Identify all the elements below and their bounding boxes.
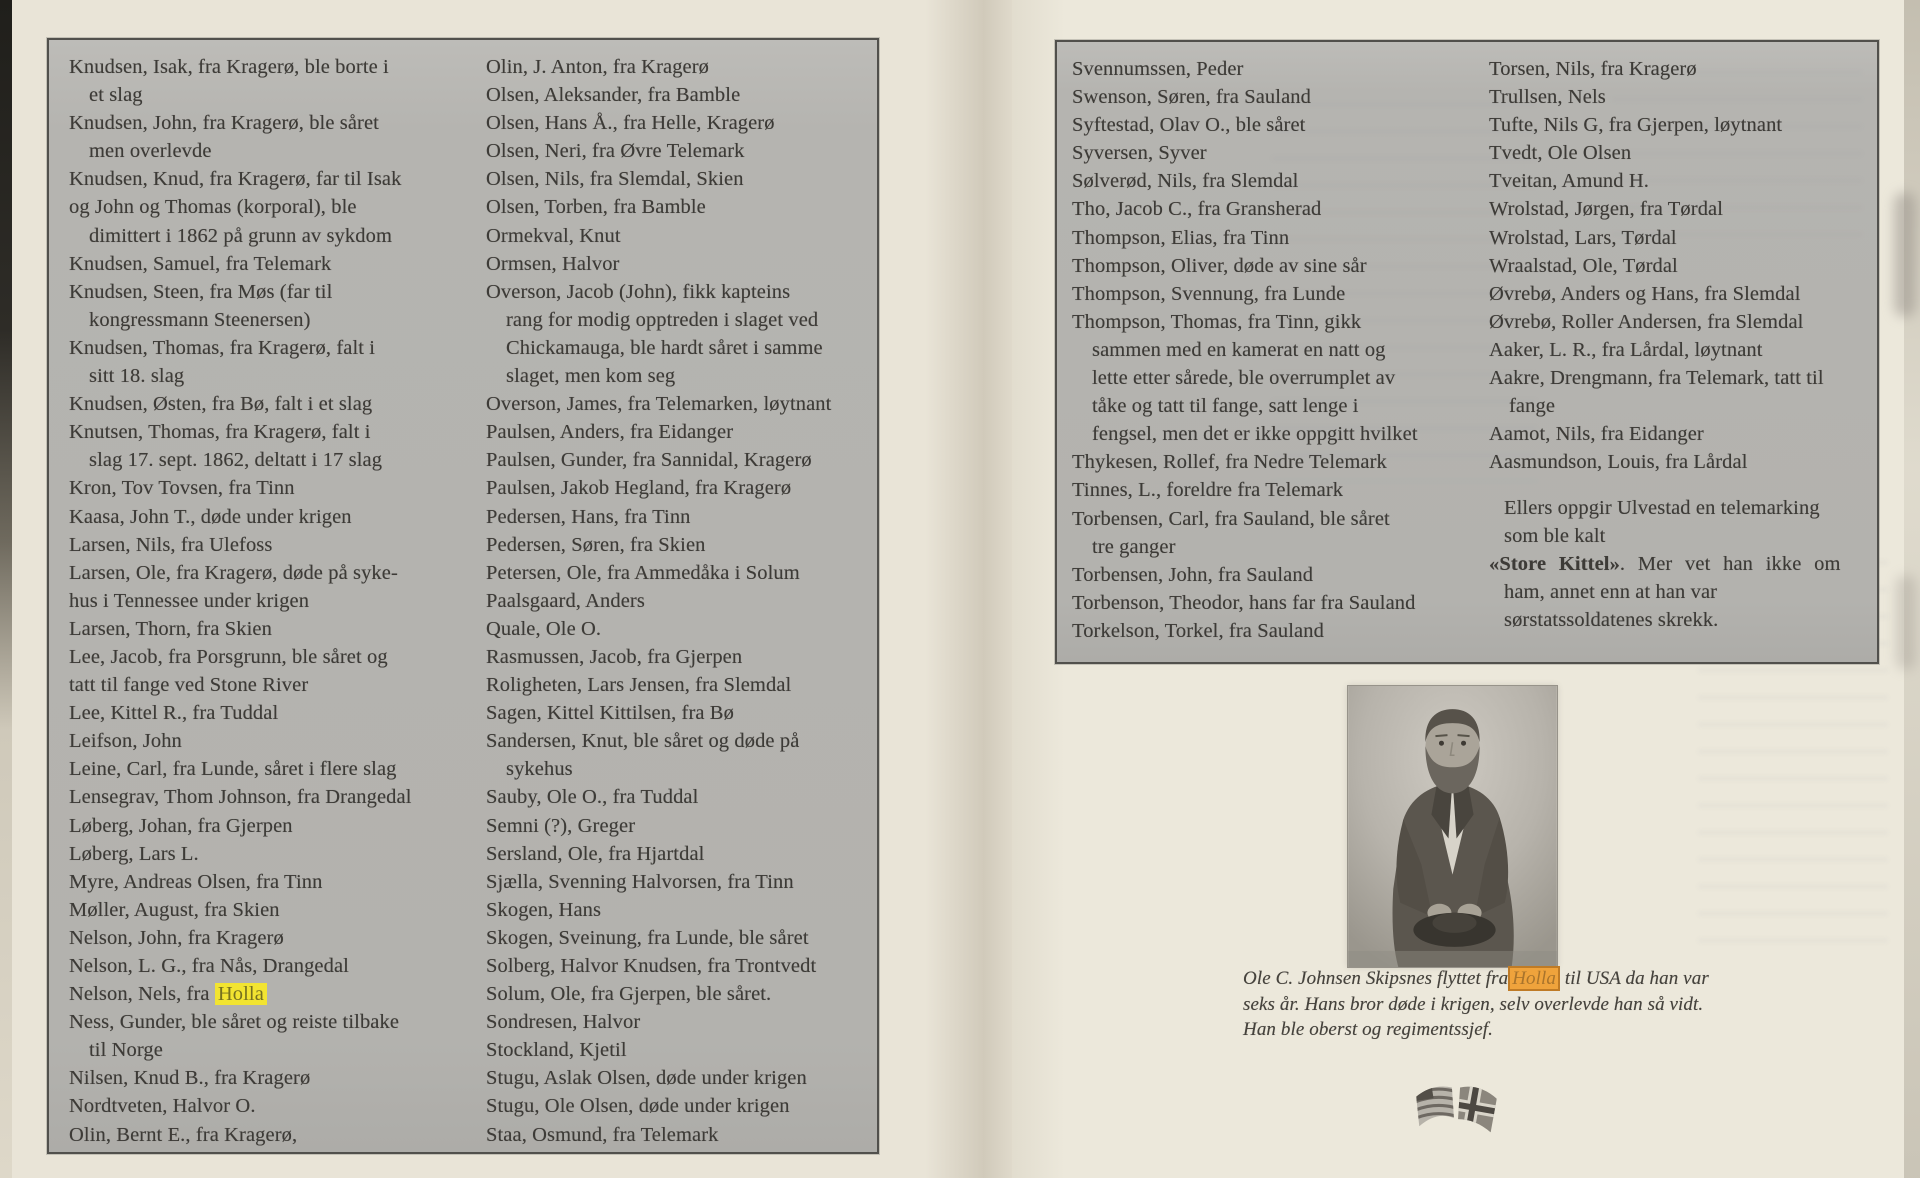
page-gutter-shadow [925,0,1065,1178]
text-line: Aasmundson, Louis, fra Lårdal [1489,451,1748,474]
text-line: som ble kalt [1504,525,1606,548]
left-page-column-2 [486,53,831,1149]
text-line: Møller, August, fra Skien [69,898,280,921]
text-line: men overlevde [89,140,212,163]
photo-caption [1243,966,1723,1043]
text-line: Ness, Gunder, ble såret og reiste tilbake [69,1011,400,1034]
text-line: tatt til fange ved Stone River [69,674,309,697]
text-line: Sauby, Ole O., fra Tuddal [486,786,699,809]
right-page-column-1 [1072,55,1418,645]
text-line: Sagen, Kittel Kittilsen, fra Bø [486,702,734,725]
text-line: Petersen, Ole, fra Ammedåka i Solum [486,561,800,584]
text-line: Larsen, Thorn, fra Skien [69,617,272,640]
text-line: Sersland, Ole, fra Hjartdal [486,842,705,865]
text-line: Larsen, Nils, fra Ulefoss [69,533,273,556]
right-name-list-panel [1055,40,1879,664]
text-line: Paulsen, Gunder, fra Sannidal, Kragerø [486,449,812,472]
text-line: Olin, Bernt E., fra Kragerø, [69,1123,298,1146]
text-line: Kron, Tov Tovsen, fra Tinn [69,477,295,500]
text-line: «Store Kittel». Mer vet han ikke om [1489,553,1841,576]
bleedthrough-blob [1896,575,1916,670]
text-line: Nelson, L. G., fra Nås, Drangedal [69,955,349,977]
text-line: slaget, men kom seg [506,365,676,388]
text-line: Stugu, Ole Olsen, døde under krigen [486,1095,790,1118]
text-line: Paalsgaard, Anders [486,589,645,612]
text-line: Svennumssen, Peder [1072,58,1244,80]
text-line: Torbensen, Carl, fra Sauland, ble såret [1072,507,1390,530]
text-line: Kaasa, John T., døde under krigen [69,505,352,528]
text-line: Han ble oberst og regimentssjef. [1243,1019,1493,1040]
text-line: og John og Thomas (korporal), ble [69,196,357,219]
text-line: Larsen, Ole, fra Kragerø, døde på syke- [69,561,398,584]
text-line: Aakre, Drengmann, fra Telemark, tatt til [1489,367,1824,390]
text-line: Lee, Kittel R., fra Tuddal [69,702,279,725]
left-name-list-panel [47,38,879,1154]
text-line: Knudsen, Knud, fra Kragerø, far til Isak [69,168,402,191]
text-line: Løberg, Lars L. [69,842,199,865]
text-line: Solberg, Halvor Knudsen, fra Trontvedt [486,955,817,977]
portrait-photo [1348,686,1557,967]
text-line: fange [1509,395,1556,418]
text-line: Sandersen, Knut, ble såret og døde på [486,730,800,753]
text-line: dimittert i 1862 på grunn av sykdom [89,224,392,247]
text-line: Tveitan, Amund H. [1489,170,1649,193]
text-line: Nordtveten, Halvor O. [69,1095,256,1118]
text-line: Sjælla, Svenning Halvorsen, fra Tinn [486,870,794,893]
text-line: Olsen, Aleksander, fra Bamble [486,84,741,107]
text-line: Wraalstad, Ole, Tørdal [1489,254,1678,277]
text-line: Ormsen, Halvor [486,252,620,275]
text-line: Olsen, Torben, fra Bamble [486,196,706,219]
ulvestad-note [1489,494,1881,634]
text-line: Sondresen, Halvor [486,1011,641,1034]
text-line: Pedersen, Søren, fra Skien [486,533,706,556]
text-line: Løberg, Johan, fra Gjerpen [69,814,293,837]
text-line: Ole C. Johnsen Skipsnes flyttet fra Holla til USA da han var [1243,968,1709,989]
text-line: Torkelson, Torkel, fra Sauland [1072,619,1324,642]
text-line: Tho, Jacob C., fra Gransherad [1072,198,1322,221]
text-line: Lee, Jacob, fra Porsgrunn, ble såret og [69,645,388,668]
norwegian-flag-icon [1446,1080,1506,1144]
text-line: Chickamauga, ble hardt såret i samme [506,336,823,359]
text-line: Staa, Osmund, fra Telemark [486,1123,719,1146]
text-line: Ellers oppgir Ulvestad en telemarking [1504,497,1820,519]
text-line: Rasmussen, Jacob, fra Gjerpen [486,645,743,668]
text-line: Thompson, Thomas, fra Tinn, gikk [1072,310,1362,333]
text-line: Aamot, Nils, fra Eidanger [1489,423,1704,446]
text-line: Knudsen, Isak, fra Kragerø, ble borte i [69,56,389,78]
text-line: kongressmann Steenersen) [89,308,311,331]
text-line: Knutsen, Thomas, fra Kragerø, falt i [69,421,371,444]
text-line: et slag [89,84,143,107]
text-line: sørstatssoldatenes skrekk. [1504,609,1719,632]
text-line: Stockland, Kjetil [486,1039,627,1062]
text-line: Tvedt, Ole Olsen [1489,142,1632,165]
right-page-column-2 [1489,55,1824,476]
text-line: Tinnes, L., foreldre fra Telemark [1072,479,1344,502]
text-line: Nelson, John, fra Kragerø [69,926,284,949]
us-flag-icon [1411,1081,1458,1130]
text-line: Pedersen, Hans, fra Tinn [486,505,691,528]
text-line: Skogen, Sveinung, fra Lunde, ble såret [486,926,809,949]
text-line: Wrolstad, Jørgen, fra Tørdal [1489,198,1724,221]
text-line: tre ganger [1092,535,1176,558]
text-line: tåke og tatt til fange, satt lenge i [1092,395,1359,418]
text-line: lette etter sårede, ble overrumplet av [1092,367,1396,390]
text-line: fengsel, men det er ikke oppgitt hvilket [1092,423,1418,446]
text-line: Knudsen, Steen, fra Møs (far til [69,280,333,303]
text-line: hus i Tennessee under krigen [69,589,310,612]
bearded-man-portrait-icon [1348,686,1557,967]
text-line: Paulsen, Anders, fra Eidanger [486,421,734,444]
text-line: Roligheten, Lars Jensen, fra Slemdal [486,674,792,697]
text-line: Thompson, Svennung, fra Lunde [1072,282,1346,305]
text-line: seks år. Hans bror døde i krigen, selv overlevde han så vidt. [1243,993,1704,1015]
text-line: Torbensen, John, fra Sauland [1072,563,1314,586]
text-line: Sølverød, Nils, fra Slemdal [1072,170,1299,193]
text-line: Tufte, Nils G, fra Gjerpen, løytnant [1489,114,1783,137]
text-line: Solum, Ole, fra Gjerpen, ble såret. [486,983,772,1006]
text-line: Trullsen, Nels [1489,86,1606,109]
text-line: Myre, Andreas Olsen, fra Tinn [69,870,323,893]
text-line: slag 17. sept. 1862, deltatt i 17 slag [89,449,383,472]
text-line: Øvrebø, Roller Andersen, fra Slemdal [1489,310,1804,333]
text-line: Torsen, Nils, fra Kragerø [1489,58,1697,80]
text-line: Paulsen, Jakob Hegland, fra Kragerø [486,477,792,500]
text-line: Leifson, John [69,730,182,753]
left-page-column-1 [69,53,412,1149]
search-highlight-active: Holla [1508,966,1560,991]
text-line: Overson, Jacob (John), fikk kapteins [486,280,791,303]
text-line: Aaker, L. R., fra Lårdal, løytnant [1489,338,1763,361]
text-line: Øvrebø, Anders og Hans, fra Slemdal [1489,282,1801,305]
text-line: sammen med en kamerat en natt og [1092,338,1386,361]
text-line: Knudsen, John, fra Kragerø, ble såret [69,112,379,135]
text-line: sykehus [506,758,573,781]
text-line: Leine, Carl, fra Lunde, såret i flere slag [69,758,397,781]
bleedthrough-blob [1894,192,1916,317]
text-line: Quale, Ole O. [486,617,602,640]
text-line: Stugu, Aslak Olsen, døde under krigen [486,1067,807,1090]
text-line: Knudsen, Samuel, fra Telemark [69,252,332,275]
text-line: Torbenson, Theodor, hans far fra Sauland [1072,591,1416,614]
text-line: ham, annet enn at han var [1504,581,1718,604]
text-line: Nelson, Nels, fra Holla [69,980,412,1008]
text-line: til Norge [89,1039,163,1062]
crossed-flags-icon [1406,1080,1508,1146]
text-line: Knudsen, Østen, fra Bø, falt i et slag [69,393,373,416]
text-line: Syversen, Syver [1072,142,1207,165]
text-line: rang for modig opptreden i slaget ved [506,308,819,331]
text-line: Olsen, Hans Å., fra Helle, Kragerø [486,112,775,135]
search-highlight-match: Holla [215,983,267,1005]
text-line: Semni (?), Greger [486,814,636,837]
scan-edge [0,0,12,1178]
text-line: Ormekval, Knut [486,224,621,247]
text-line: Olsen, Nils, fra Slemdal, Skien [486,168,744,191]
text-line: Wrolstad, Lars, Tørdal [1489,226,1677,249]
text-line: Thykesen, Rollef, fra Nedre Telemark [1072,451,1387,474]
text-line: Lensegrav, Thom Johnson, fra Drangedal [69,786,412,809]
text-line: Overson, James, fra Telemarken, løytnant [486,393,832,416]
text-line: Nilsen, Knud B., fra Kragerø [69,1067,311,1090]
text-line: Thompson, Elias, fra Tinn [1072,226,1290,249]
text-line: sitt 18. slag [89,365,185,388]
text-line: Olsen, Neri, fra Øvre Telemark [486,140,745,163]
text-line: Knudsen, Thomas, fra Kragerø, falt i [69,336,376,359]
text-line: Olin, J. Anton, fra Kragerø [486,56,710,78]
text-line: Syftestad, Olav O., ble såret [1072,114,1306,137]
text-line: Swenson, Søren, fra Sauland [1072,86,1311,109]
text-line: Skogen, Hans [486,898,602,921]
text-line: Thompson, Oliver, døde av sine sår [1072,254,1367,277]
